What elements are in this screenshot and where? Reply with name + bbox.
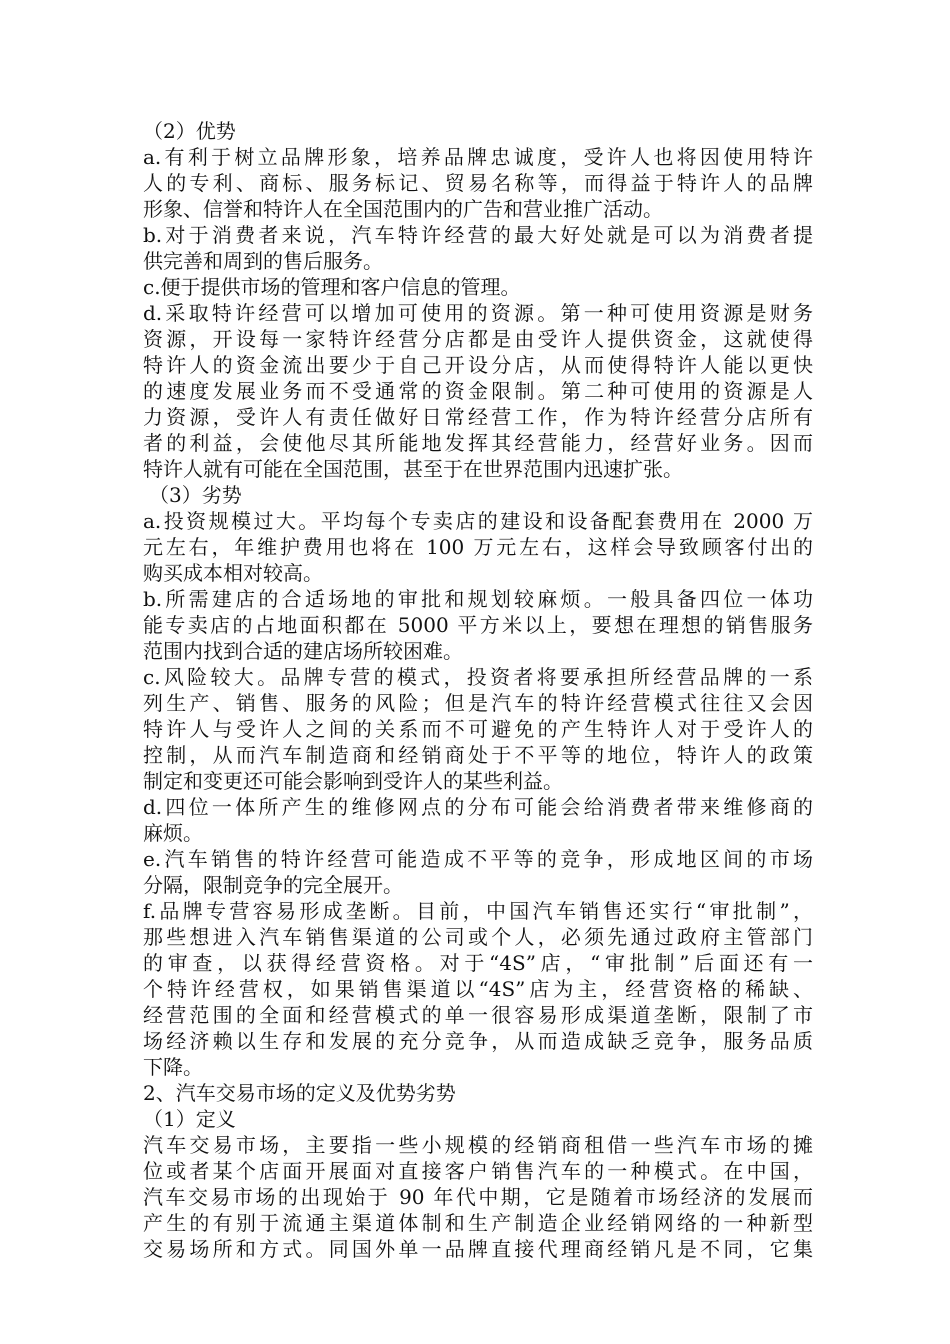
- text-line: f.品牌专营容易形成垄断。目前，中国汽车销售还实行“审批制”，: [143, 899, 813, 923]
- text-line: （3）劣势: [149, 483, 242, 507]
- text-line: 形象、信誉和特许人在全国范围内的广告和营业推广活动。: [143, 197, 663, 221]
- text-line: 者的利益，会使他尽其所能地发挥其经营能力，经营好业务。因而: [143, 431, 813, 455]
- text-line: （1）定义: [143, 1107, 236, 1131]
- text-line: 产生的有别于流通主渠道体制和生产制造企业经销网络的一种新型: [143, 1211, 813, 1235]
- text-line: （2）优势: [143, 119, 236, 143]
- text-line: 位或者某个店面开展面对直接客户销售汽车的一种模式。在中国，: [143, 1159, 813, 1183]
- text-line: 列生产、销售、服务的风险；但是汽车的特许经营模式往往又会因: [143, 691, 813, 715]
- text-line: b.对于消费者来说，汽车特许经营的最大好处就是可以为消费者提: [143, 223, 813, 247]
- text-line: 力资源，受许人有责任做好日常经营工作，作为特许经营分店所有: [143, 405, 813, 429]
- text-line: d.采取特许经营可以增加可使用的资源。第一种可使用资源是财务: [143, 301, 813, 325]
- text-line: c.便于提供市场的管理和客户信息的管理。: [143, 275, 521, 299]
- text-line: 购买成本相对较高。: [143, 561, 323, 585]
- text-line: 供完善和周到的售后服务。: [143, 249, 383, 273]
- text-line: 麻烦。: [143, 821, 203, 845]
- text-line: c.风险较大。品牌专营的模式，投资者将要承担所经营品牌的一系: [143, 665, 813, 689]
- text-line: b.所需建店的合适场地的审批和规划较麻烦。一般具备四位一体功: [143, 587, 813, 611]
- text-line: a.有利于树立品牌形象，培养品牌忠诚度，受许人也将因使用特许: [143, 145, 813, 169]
- text-line: 的审查，以获得经营资格。对于“4S”店，“审批制”后面还有一: [143, 951, 813, 975]
- text-line: 交易场所和方式。同国外单一品牌直接代理商经销凡是不同，它集: [143, 1237, 813, 1261]
- text-line: 汽车交易市场，主要指一些小规模的经销商租借一些汽车市场的摊: [143, 1133, 813, 1157]
- text-line: 资源，开设每一家特许经营分店都是由受许人提供资金，这就使得: [143, 327, 813, 351]
- text-line: d.四位一体所产生的维修网点的分布可能会给消费者带来维修商的: [143, 795, 813, 819]
- document-page: [143, 118, 813, 1262]
- text-line: a.投资规模过大。平均每个专卖店的建设和设备配套费用在 2000 万: [143, 509, 813, 533]
- text-line: 的速度发展业务而不受通常的资金限制。第二种可使用的资源是人: [143, 379, 813, 403]
- text-line: 能专卖店的占地面积都在 5000 平方米以上，要想在理想的销售服务: [143, 613, 813, 637]
- text-line: 个特许经营权，如果销售渠道以“4S”店为主，经营资格的稀缺、: [143, 977, 813, 1001]
- text-line: 元左右，年维护费用也将在 100 万元左右，这样会导致顾客付出的: [143, 535, 813, 559]
- text-line: 那些想进入汽车销售渠道的公司或个人，必须先通过政府主管部门: [143, 925, 813, 949]
- text-line: 分隔，限制竞争的完全展开。: [143, 873, 403, 897]
- text-line: 特许人的资金流出要少于自己开设分店，从而使得特许人能以更快: [143, 353, 813, 377]
- text-line: 经营范围的全面和经营模式的单一很容易形成渠道垄断，限制了市: [143, 1003, 813, 1027]
- text-line: e.汽车销售的特许经营可能造成不平等的竞争，形成地区间的市场: [143, 847, 813, 871]
- text-line: 特许人就有可能在全国范围，甚至于在世界范围内迅速扩张。: [143, 457, 683, 481]
- text-line: 场经济赖以生存和发展的充分竞争，从而造成缺乏竞争，服务品质: [143, 1029, 813, 1053]
- text-line: 控制，从而汽车制造商和经销商处于不平等的地位，特许人的政策: [143, 743, 813, 767]
- text-line: 特许人与受许人之间的关系而不可避免的产生特许人对于受许人的: [143, 717, 813, 741]
- text-line: 2、汽车交易市场的定义及优势劣势: [143, 1081, 456, 1105]
- text-line: 范围内找到合适的建店场所较困难。: [143, 639, 463, 663]
- text-line: 汽车交易市场的出现始于 90 年代中期，它是随着市场经济的发展而: [143, 1185, 813, 1209]
- text-line: 下降。: [143, 1055, 203, 1079]
- text-line: 制定和变更还可能会影响到受许人的某些利益。: [143, 769, 563, 793]
- text-line: 人的专利、商标、服务标记、贸易名称等，而得益于特许人的品牌: [143, 171, 813, 195]
